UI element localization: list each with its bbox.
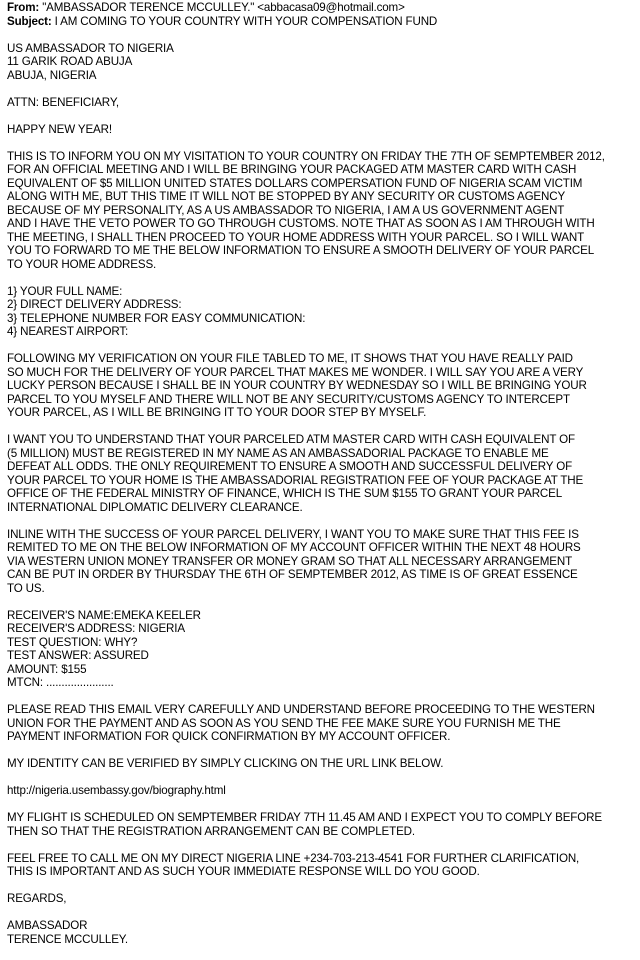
text-line: FOLLOWING MY VERIFICATION ON YOUR FILE TABLED TO ME, IT SHOWS THAT YOU HAVE REALLY PAID	[7, 352, 573, 365]
call-paragraph	[7, 852, 635, 879]
text-line: UNION FOR THE PAYMENT AND AS SOON AS YOU SEND THE FEE MAKE SURE YOU FURNISH ME THE	[7, 716, 561, 730]
please-paragraph	[7, 703, 635, 744]
from-value: "AMBASSADOR TERENCE MCCULLEY." <abbacasa09@hotmail.com>	[42, 1, 405, 14]
text-line: BECAUSE OF MY PERSONALITY, AS A US AMBASSADOR TO NIGERIA, I AM A US GOVERNMENT AGENT	[7, 203, 565, 217]
receiver-name: RECEIVER'S NAME:EMEKA KEELER	[7, 608, 201, 622]
subject-label: Subject:	[7, 14, 52, 28]
text-line: AND I HAVE THE VETO POWER TO GO THROUGH CUSTOMS. NOTE THAT AS SOON AS I AM THROUGH WITH	[7, 217, 595, 230]
flight-paragraph	[7, 811, 635, 838]
address-line: US AMBASSADOR TO NIGERIA	[7, 41, 174, 55]
text-line: (5 MILLION) MUST BE REGISTERED IN MY NAME AS AN AMBASSADORIAL PACKAGE TO ENABLE ME	[7, 446, 549, 460]
text-line: THEN SO THAT THE REGISTRATION ARRANGEMENT CAN BE COMPLETED.	[7, 824, 415, 838]
text-line: I WANT YOU TO UNDERSTAND THAT YOUR PARCELED ATM MASTER CARD WITH CASH EQUIVALENT OF	[7, 433, 575, 446]
list-item: 3} TELEPHONE NUMBER FOR EASY COMMUNICATION:	[7, 311, 306, 325]
info-request-list	[7, 285, 635, 339]
greeting: HAPPY NEW YEAR!	[7, 122, 112, 136]
text-line: YOU TO FORWARD TO ME THE BELOW INFORMATION TO ENSURE A SMOOTH DELIVERY OF YOUR PARCEL	[7, 244, 595, 257]
verification-paragraph	[7, 352, 635, 420]
closing: REGARDS,	[7, 892, 67, 905]
email-document	[7, 1, 635, 946]
text-line: MY FLIGHT IS SCHEDULED ON SEMPTEMBER FRIDAY 7TH 11.45 AM AND I EXPECT YOU TO COMPLY BEFORE	[7, 811, 602, 824]
signature	[7, 919, 635, 946]
signature-title: AMBASSADOR	[7, 919, 88, 932]
from-label: From:	[7, 1, 40, 14]
text-line: INTERNATIONAL DIPLOMATIC DELIVERY CLEARANCE.	[7, 500, 303, 514]
inline-paragraph	[7, 528, 635, 596]
biography-url[interactable]: http://nigeria.usembassy.gov/biography.html	[7, 784, 226, 797]
test-answer: TEST ANSWER: ASSURED	[7, 649, 149, 662]
subject-header	[7, 15, 635, 29]
list-item: 4} NEAREST AIRPORT:	[7, 325, 129, 338]
list-item: 1} YOUR FULL NAME:	[7, 284, 123, 298]
identity-line: MY IDENTITY CAN BE VERIFIED BY SIMPLY CLICKING ON THE URL LINK BELOW.	[7, 757, 444, 770]
text-line: TO US.	[7, 581, 45, 595]
intro-paragraph	[7, 150, 635, 272]
text-line: SO MUCH FOR THE DELIVERY OF YOUR PARCEL THAT MAKES ME WONDER. I WILL SAY YOU ARE A VERY	[7, 365, 584, 379]
text-line: INLINE WITH THE SUCCESS OF YOUR PARCEL DELIVERY, I WANT YOU TO MAKE SURE THAT THIS FEE IS	[7, 527, 579, 541]
text-line: PLEASE READ THIS EMAIL VERY CAREFULLY AND UNDERSTAND BEFORE PROCEEDING TO THE WESTERN	[7, 703, 595, 716]
test-question: TEST QUESTION: WHY?	[7, 635, 138, 649]
text-line: YOUR PARCEL TO YOUR HOME IS THE AMBASSADORIAL REGISTRATION FEE OF YOUR PACKAGE AT THE	[7, 473, 584, 487]
from-header	[7, 1, 635, 15]
text-line: FOR AN OFFICIAL MEETING AND I WILL BE BRINGING YOUR PACKAGED ATM MASTER CARD WITH CASH	[7, 163, 577, 176]
attn-line: ATTN: BENEFICIARY,	[7, 95, 119, 109]
receiver-address: RECEIVER'S ADDRESS: NIGERIA	[7, 622, 185, 635]
mtcn: MTCN: ......................	[7, 676, 114, 689]
text-line: VIA WESTERN UNION MONEY TRANSFER OR MONEY GRAM SO THAT ALL NECESSARY ARRANGEMENT	[7, 554, 573, 568]
sender-address	[7, 42, 635, 83]
amount: AMOUNT: $155	[7, 662, 87, 676]
text-line: TO YOUR HOME ADDRESS.	[7, 257, 157, 271]
text-line: FEEL FREE TO CALL ME ON MY DIRECT NIGERIA LINE +234-703-213-4541 FOR FURTHER CLARIFICATION,	[7, 851, 580, 865]
receiver-details	[7, 609, 635, 690]
subject-value: I AM COMING TO YOUR COUNTRY WITH YOUR COMPENSATION FUND	[54, 14, 438, 28]
list-item: 2} DIRECT DELIVERY ADDRESS:	[7, 298, 182, 311]
text-line: REMITED TO ME ON THE BELOW INFORMATION OF MY ACCOUNT OFFICER WITHIN THE NEXT 48 HOURS	[7, 541, 581, 554]
text-line: EQUIVALENT OF $5 MILLION UNITED STATES DOLLARS COMPERSATION FUND OF NIGERIA SCAM VICTIM	[7, 176, 583, 190]
address-line: ABUJA, NIGERIA	[7, 68, 97, 82]
text-line: ALONG WITH ME, BUT THIS TIME IT WILL NOT BE STOPPED BY ANY SECURITY OR CUSTOMS AGENCY	[7, 190, 566, 203]
text-line: YOUR PARCEL, AS I WILL BE BRINGING IT TO YOUR DOOR STEP BY MYSELF.	[7, 406, 427, 419]
text-line: THIS IS TO INFORM YOU ON MY VISITATION TO YOUR COUNTRY ON FRIDAY THE 7TH OF SEMPTEMBER 2012,	[7, 149, 605, 163]
text-line: DEFEAT ALL ODDS. THE ONLY REQUIREMENT TO ENSURE A SMOOTH AND SUCCESSFUL DELIVERY OF	[7, 460, 573, 473]
text-line: PAYMENT INFORMATION FOR QUICK CONFIRMATION BY MY ACCOUNT OFFICER.	[7, 730, 451, 743]
address-line: 11 GARIK ROAD ABUJA	[7, 55, 133, 68]
text-line: THE MEETING, I SHALL THEN PROCEED TO YOUR HOME ADDRESS WITH YOUR PARCEL. SO I WILL WANT	[7, 230, 585, 244]
text-line: THIS IS IMPORTANT AND AS SUCH YOUR IMMEDIATE RESPONSE WILL DO YOU GOOD.	[7, 865, 480, 878]
text-line: OFFICE OF THE FEDERAL MINISTRY OF FINANCE, WHICH IS THE SUM $155 TO GRANT YOUR PARCEL	[7, 487, 563, 500]
text-line: LUCKY PERSON BECAUSE I SHALL BE IN YOUR COUNTRY BY WEDNESDAY SO I WILL BE BRINGING YOUR	[7, 379, 587, 392]
text-line: PARCEL TO YOU MYSELF AND THERE WILL NOT BE ANY SECURITY/CUSTOMS AGENCY TO INTERCEPT	[7, 392, 570, 406]
text-line: CAN BE PUT IN ORDER BY THURSDAY THE 6TH OF SEMPTEMBER 2012, AS TIME IS OF GREAT ESSENCE	[7, 568, 578, 581]
signature-name: TERENCE MCCULLEY.	[7, 932, 128, 946]
understand-paragraph	[7, 433, 635, 514]
